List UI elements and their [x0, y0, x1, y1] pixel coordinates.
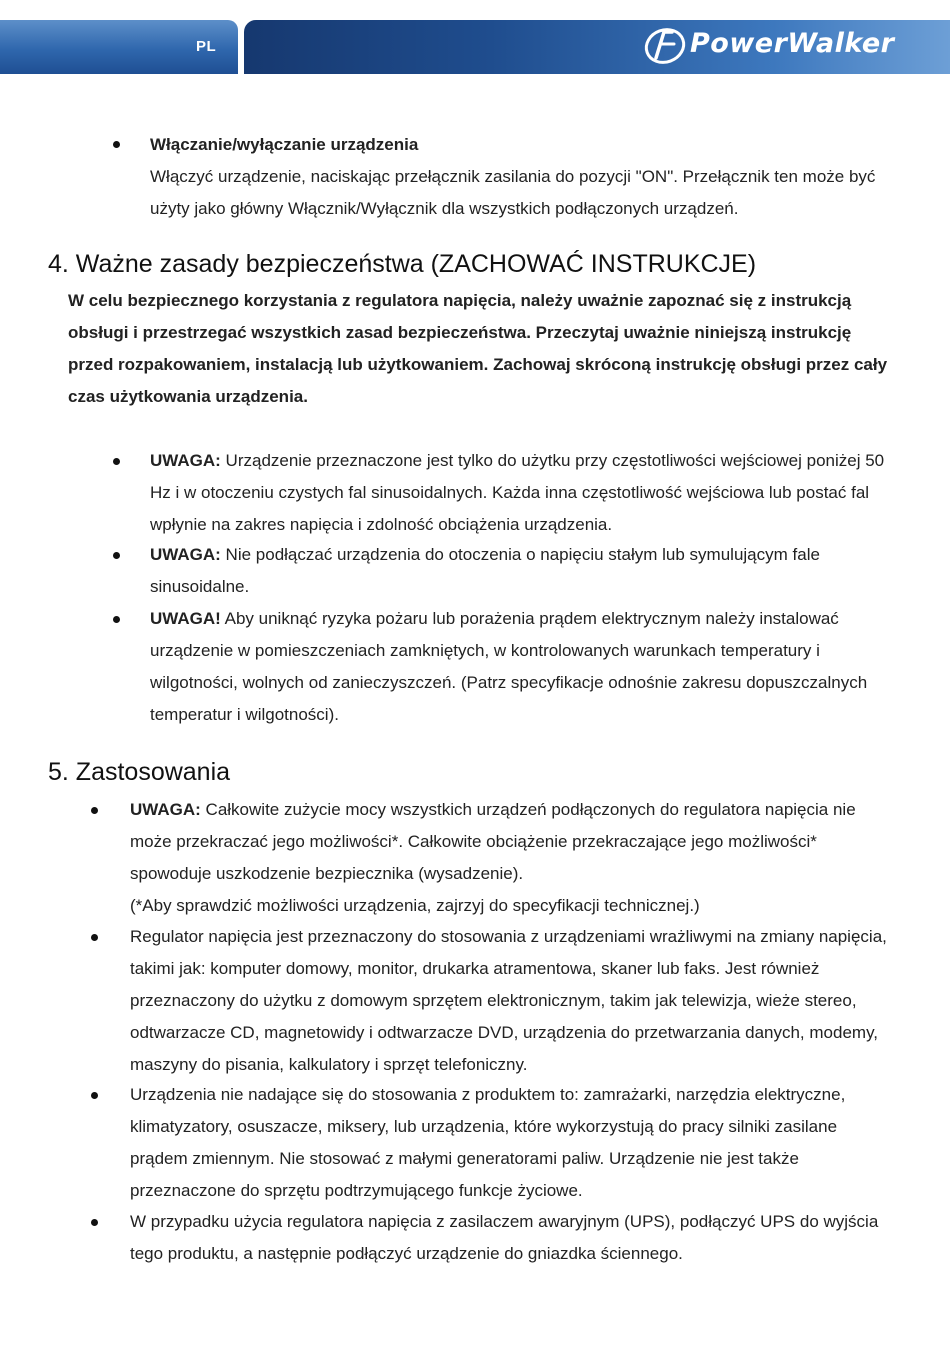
item-text: Aby uniknąć ryzyka pożaru lub porażenia prądem elektrycznym należy instalować urządzenie w pomieszczeniach zamkniętych, w kontrolowanych warunkach temperatury i wilgotności, wolnych od zanieczyszczeń. (Patrz specyfikacje odnośnie zakresu dopuszczalnych temperatur i wilgotności).: [150, 609, 868, 724]
item-text: Regulator napięcia jest przeznaczony do stosowania z urządzeniami wrażliwymi na zmiany napięcia, takimi jak: komputer domowy, monitor, drukarka atramentowa, skaner lub faks. Jest również przeznaczony do użytku z domowym sprzętem elektronicznym, takim jak telewizja, wieże stereo, odtwarzacze CD, magnetowidy i odtwarzacze DVD, urządzenia do przetwarzania danych, modemy, maszyny do pisania, kalkulatory i sprzęt telefoniczny.: [130, 927, 887, 1074]
bullet-marker: [91, 1092, 98, 1099]
list-item: [150, 445, 890, 541]
list-item: [150, 603, 880, 731]
section-intro: W celu bezpiecznego korzystania z regulatora napięcia, należy uważnie zapoznać się z instrukcją obsługi i przestrzegać wszystkich zasad bezpieczeństwa. Przeczytaj uważnie niniejszą instrukcję przed rozpakowaniem, instalacją lub użytkowaniem. Zachowaj skróconą instrukcję obsługi przez cały czas użytkowania urządzenia.: [68, 291, 888, 406]
list-item: [130, 1079, 890, 1207]
item-text: Całkowite zużycie mocy wszystkich urządzeń podłączonych do regulatora napięcia nie może przekraczać jego możliwości*. Całkowite obciążenie przekraczające jego możliwości* spowoduje uszkodzenie bezpiecznika (wysadzenie).: [130, 800, 856, 883]
bullet-marker: [113, 552, 120, 559]
warning-label: UWAGA:: [150, 451, 221, 470]
item-text: W przypadku użycia regulatora napięcia z zasilaczem awaryjnym (UPS), podłączyć UPS do wyjścia tego produktu, a następnie podłączyć urządzenie do gniazdka ściennego.: [130, 1212, 879, 1263]
list-item: [130, 921, 890, 1081]
warning-label: UWAGA!: [150, 609, 221, 628]
bullet-marker: [113, 458, 120, 465]
page-header: [0, 0, 950, 76]
item-note: (*Aby sprawdzić możliwości urządzenia, zajrzyj do specyfikacji technicznej.): [130, 896, 700, 915]
item-text: Włączyć urządzenie, naciskając przełącznik zasilania do pozycji "ON". Przełącznik ten może być użyty jako główny Włącznik/Wyłącznik dla wszystkich podłączonych urządzeń.: [150, 167, 876, 218]
brand-name: PowerWalker: [690, 28, 895, 59]
warning-label: UWAGA:: [150, 545, 221, 564]
list-item: [130, 1206, 890, 1270]
bullet-marker: [91, 1219, 98, 1226]
item-text: Urządzenia nie nadające się do stosowania z produktem to: zamrażarki, narzędzia elektryczne, klimatyzatory, osuszacze, miksery, lub urządzenia, które wykorzystują do pracy silniki zasilane prądem zmiennym. Nie stosować z małymi generatorami paliw. Urządzenie nie jest także przeznaczone do sprzętu podtrzymującego funkcje życiowe.: [130, 1085, 846, 1200]
section-heading: 4. Ważne zasady bezpieczeństwa (ZACHOWAĆ INSTRUKCJE): [48, 250, 757, 278]
bullet-marker: [113, 616, 120, 623]
list-item: [130, 794, 890, 922]
section-heading: 5. Zastosowania: [48, 758, 231, 786]
powerwalker-logo-icon: [642, 26, 688, 66]
list-item: [150, 539, 890, 603]
item-text: Nie podłączać urządzenia do otoczenia o napięciu stałym lub symulującym fale sinusoidalne.: [150, 545, 820, 596]
bullet-marker: [91, 807, 98, 814]
language-label: PL: [196, 38, 217, 55]
item-text: Urządzenie przeznaczone jest tylko do użytku przy częstotliwości wejściowej poniżej 50 Hz i w otoczeniu czystych fal sinusoidalnych. Każda inna częstotliwość wejściowa lub postać fal wpłynie na zakres napięcia i zdolność obciążenia urządzenia.: [150, 451, 885, 534]
list-item: [150, 129, 900, 225]
brand-logo: [638, 22, 938, 70]
warning-label: UWAGA:: [130, 800, 201, 819]
item-title: Włączanie/wyłączanie urządzenia: [150, 135, 419, 154]
bullet-marker: [91, 934, 98, 941]
bullet-marker: [113, 141, 120, 148]
